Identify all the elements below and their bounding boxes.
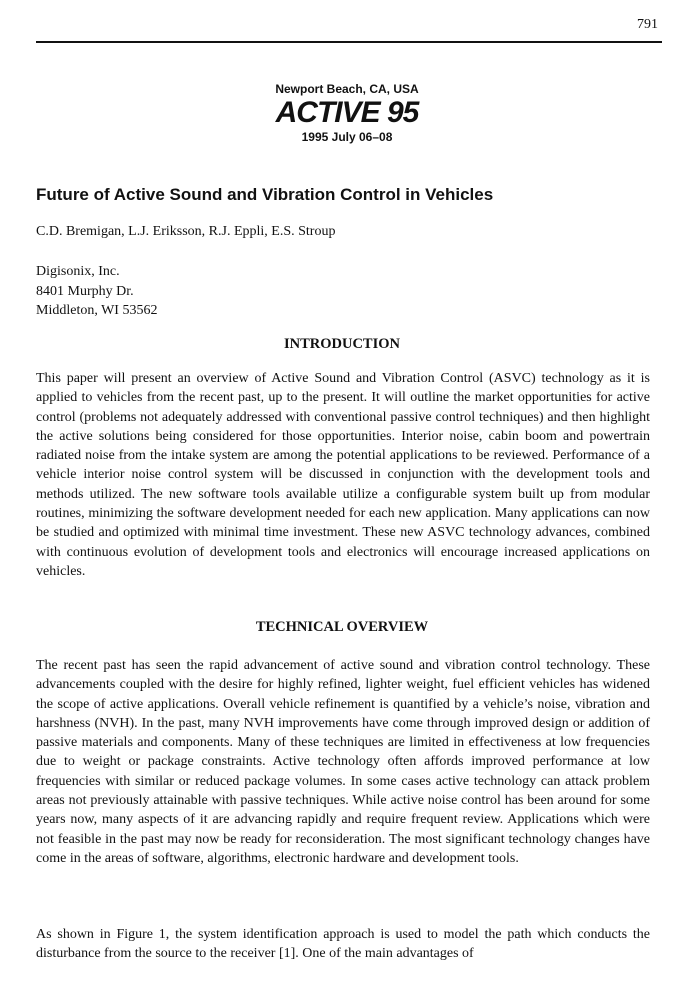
conference-header: [0, 80, 694, 146]
affiliation-street: 8401 Murphy Dr.: [36, 283, 134, 299]
introduction-heading: INTRODUCTION: [283, 336, 400, 352]
page-number: 791: [637, 17, 658, 32]
conference-location: Newport Beach, CA, USA: [275, 82, 419, 96]
header-rule: [36, 41, 662, 43]
paper-title: Future of Active Sound and Vibration Control in Vehicles: [36, 185, 494, 204]
affiliation: [36, 262, 157, 321]
introduction-paragraph: This paper will present an overview of Active Sound and Vibration Control (ASVC) technology as it is applied to vehicles from the recent past, up to the present. It will outline the market opportunities for active control (problems not adequately addressed with conventional passive control techniques) and then highlight the active solutions being considered for those opportunities. Interior noise, cabin boom and powertrain radiated noise from the intake system are among the potential applications to be reviewed. Performance of a vehicle interior noise control system will be discussed in conjunction with the development tools and methods utilized. The new software tools available utilize a configurable system built up from modular routines, minimizing the software development needed for each new application. Many applications can now be studied and optimized with minimal time investment. These new ASVC technology advances, combined with continuous evolution of development tools and electronics will encourage increased applications on vehicles.: [36, 371, 650, 579]
technical-overview-heading: TECHNICAL OVERVIEW: [255, 619, 429, 635]
affiliation-city: Middleton, WI 53562: [36, 303, 158, 318]
affiliation-organization: Digisonix, Inc.: [36, 264, 120, 279]
author-list: C.D. Bremigan, L.J. Eriksson, R.J. Eppli, E.S. Stroup: [36, 224, 336, 239]
technical-overview-paragraph: The recent past has seen the rapid advancement of active sound and vibration control technology. These advancements coupled with the desire for highly refined, lighter weight, fuel efficient vehicles has widened the scope of active applications. Overall vehicle refinement is quantified by a vehicle’s noise, vibration and harshness (NVH). In the past, many NVH improvements have come through improved design or addition of passive materials and components. Many of these techniques are limited in effectiveness at low frequencies due to weight or package constraints. Active technology often affords improved performance at low frequencies with similar or reduced package volumes. In some cases active technology can attack problem areas not previously attainable with passive techniques. While active noise control has been around for some years now, many aspects of it are advancing rapidly and require frequent review. Applications which were not feasible in the past may now be ready for reconsideration. The most significant technology changes have come in the areas of software, algorithms, electronic hardware and development tools.: [36, 658, 650, 866]
figure-reference-paragraph: As shown in Figure 1, the system identification approach is used to model the path which conducts the disturbance from the source to the receiver [1]. One of the main advantages of: [36, 927, 650, 962]
conference-name: ACTIVE 95: [275, 96, 419, 129]
conference-dates: 1995 July 06–08: [301, 130, 393, 144]
